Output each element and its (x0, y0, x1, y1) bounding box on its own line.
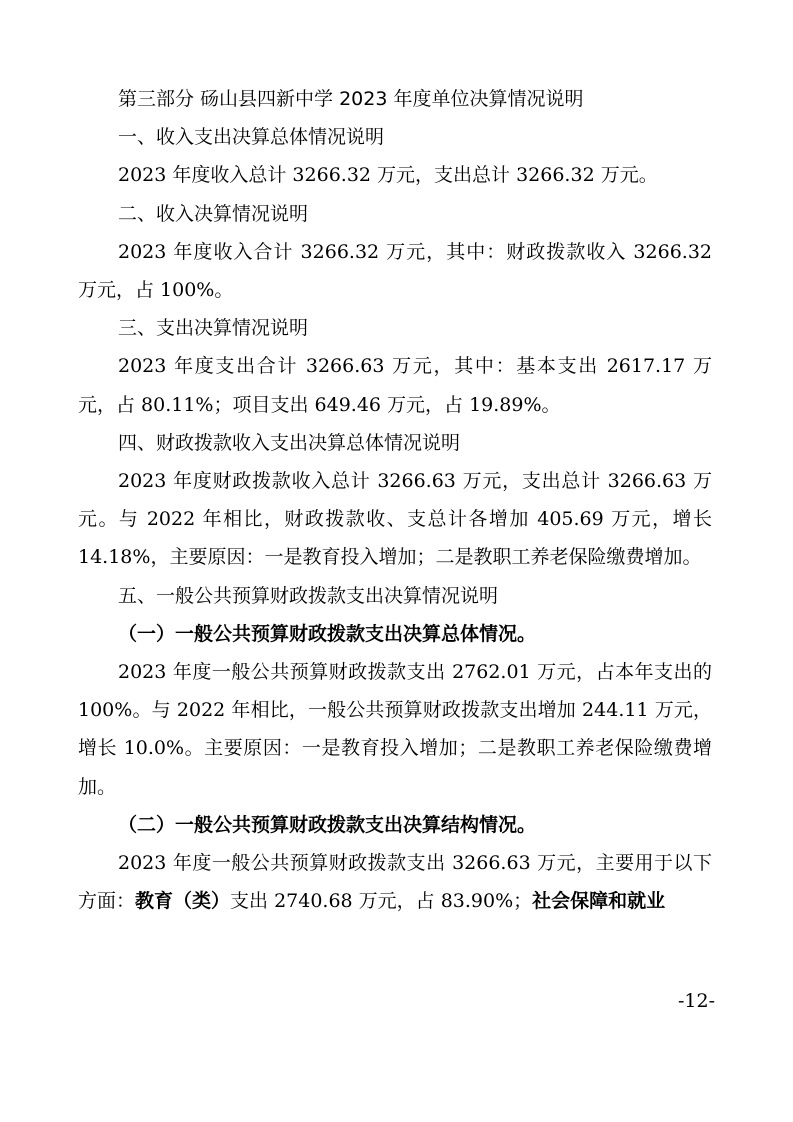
section-text-1: 2023 年度收入总计 3266.32 万元，支出总计 3266.32 万元。 (118, 164, 658, 187)
section-text-2: 2023 年度收入合计 3266.32 万元，其中：财政拨款收入 3266.32 万元，占 100%。 (78, 240, 712, 302)
subsection-text-2b: 支出 2740.68 万元，占 83.90%； (230, 890, 533, 913)
section-heading-3: 三、支出决算情况说明 (118, 317, 309, 340)
subsection-text-1: 2023 年度一般公共预算财政拨款支出 2762.01 万元，占本年支出的 100%。与 2022 年相比，一般公共预算财政拨款支出增加 244.11 万元，增长 10.0%。主要原因：一是教育投入增加；二是教职工养老保险缴费增加。 (78, 661, 712, 798)
document-body (78, 80, 712, 920)
section-heading-2: 二、收入决算情况说明 (118, 202, 309, 225)
page-title: 第三部分 砀山县四新中学 2023 年度单位决算情况说明 (118, 88, 584, 110)
section-heading-1: 一、收入支出决算总体情况说明 (118, 126, 385, 149)
category-education: 教育（类） (135, 890, 231, 913)
subsection-heading-2: （二）一般公共预算财政拨款支出决算结构情况。 (118, 813, 537, 836)
page-number: -12- (677, 990, 715, 1012)
subsection-text-2 (78, 844, 712, 920)
section-text-4: 2023 年度财政拨款收入总计 3266.63 万元，支出总计 3266.63 万元。与 2022 年相比，财政拨款收、支总计各增加 405.69 万元，增长 14.18%，主要原因：一是教育投入增加；二是教职工养老保险缴费增加。 (78, 470, 712, 569)
subsection-heading-1: （一）一般公共预算财政拨款支出决算总体情况。 (118, 622, 537, 645)
section-heading-4: 四、财政拨款收入支出决算总体情况说明 (118, 431, 461, 454)
section-heading-5: 五、一般公共预算财政拨款支出决算情况说明 (118, 584, 499, 607)
section-text-3: 2023 年度支出合计 3266.63 万元，其中：基本支出 2617.17 万元，占 80.11%；项目支出 649.46 万元，占 19.89%。 (78, 355, 712, 416)
subsection-text-2a: 2023 年度一般公共预算财政拨款支出 3266.63 万元，主要用于以下方面： (78, 852, 712, 913)
category-social-security: 社会保障和就业 (532, 890, 666, 913)
